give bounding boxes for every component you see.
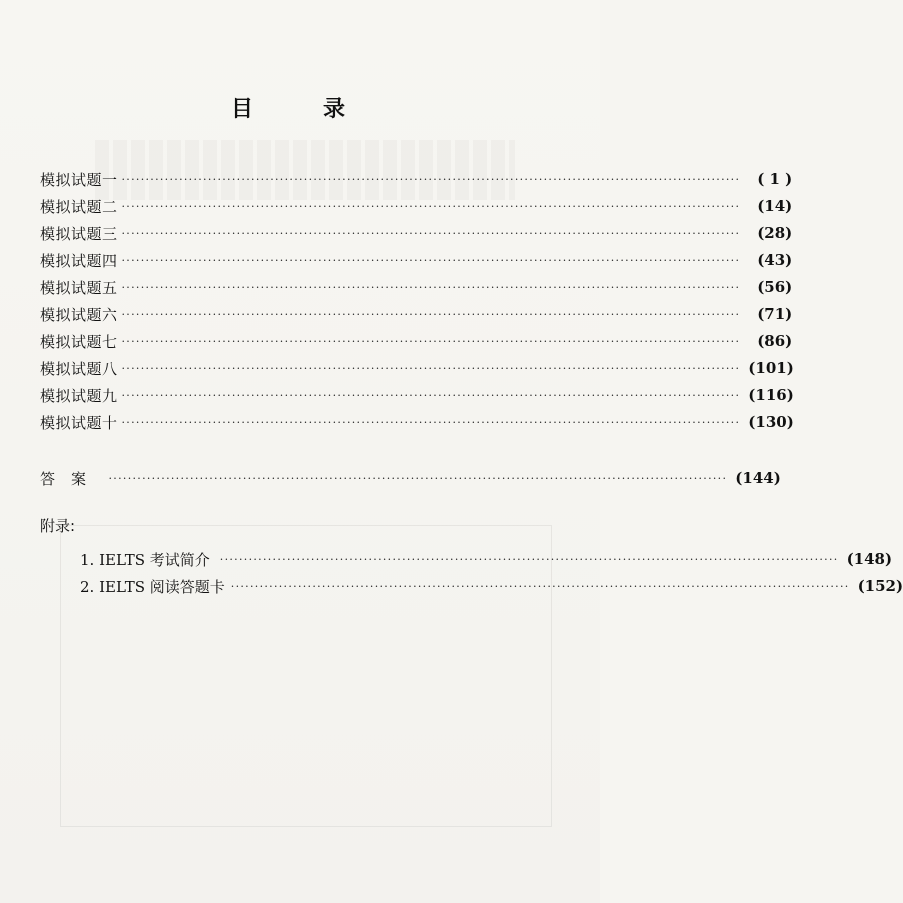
toc-entry[interactable] — [40, 410, 794, 434]
dot-leader: ································································································································· — [121, 172, 741, 186]
appendix-entry[interactable] — [80, 574, 903, 598]
toc-entry-page: (144) — [735, 469, 781, 487]
dot-leader: ································································································································· — [121, 280, 741, 294]
toc-entry-label: 模拟试题五 — [40, 278, 118, 297]
toc-entry-page: (28) — [757, 224, 793, 242]
appendix-entry[interactable] — [80, 547, 893, 571]
appendix-heading: 附录: — [40, 517, 76, 535]
toc-entry-label: 模拟试题九 — [40, 386, 118, 405]
toc-entry-page: (14) — [757, 197, 793, 215]
toc-entry-label: 模拟试题七 — [40, 332, 118, 351]
dot-leader: ································································································································· — [121, 388, 741, 402]
toc-entry-page: (86) — [757, 332, 793, 350]
toc-entry[interactable] — [40, 356, 794, 380]
toc-entry[interactable] — [40, 221, 793, 245]
dot-leader: ································································································································· — [230, 579, 850, 593]
dot-leader: ································································································································· — [121, 334, 741, 348]
appendix-entry-label-cn: 考试简介 — [149, 550, 210, 569]
toc-entry-page: (148) — [846, 550, 893, 568]
toc-entry-label: 模拟试题八 — [40, 359, 118, 378]
dot-leader: ································································································································· — [121, 307, 741, 321]
toc-answers-entry[interactable] — [40, 466, 781, 490]
toc-entry-page: (116) — [748, 386, 794, 404]
toc-entry-label: 模拟试题四 — [40, 251, 118, 270]
dot-leader: ································································································································· — [121, 361, 741, 375]
appendix-entry-label-cn: 阅读答题卡 — [149, 577, 225, 596]
toc-entry-label: 模拟试题六 — [40, 305, 118, 324]
toc-entry-page: (71) — [757, 305, 793, 323]
toc-entry[interactable] — [40, 302, 793, 326]
toc-entry-page: (56) — [757, 278, 793, 296]
appendix-entry-label — [80, 549, 210, 570]
appendix-entry-label-en: IELTS — [99, 577, 145, 596]
page-title: 目 录 — [230, 97, 369, 122]
toc-entry[interactable] — [40, 167, 793, 191]
dot-leader: ································································································································· — [121, 253, 741, 267]
toc-entry-page: (130) — [748, 413, 794, 431]
appendix-entry-label — [80, 576, 225, 597]
toc-entry-label: 模拟试题一 — [40, 170, 118, 189]
toc-entry[interactable] — [40, 275, 793, 299]
toc-entry-label: 模拟试题二 — [40, 197, 118, 216]
dot-leader: ································································································································· — [219, 552, 839, 566]
dot-leader: ································································································································· — [121, 415, 741, 429]
appendix-entry-label-en: IELTS — [99, 550, 145, 569]
dot-leader: ································································································································· — [121, 199, 741, 213]
appendix-entry-number: 2. — [80, 577, 95, 596]
toc-entry-page: (43) — [757, 251, 793, 269]
toc-entry[interactable] — [40, 248, 793, 272]
toc-entry-page: (152) — [857, 577, 903, 595]
toc-entry-label: 模拟试题十 — [40, 413, 118, 432]
dot-leader: ································································································································· — [108, 471, 728, 485]
toc-entry-page: (101) — [748, 359, 794, 377]
toc-entry-label: 模拟试题三 — [40, 224, 118, 243]
toc-entry[interactable] — [40, 194, 793, 218]
toc-entry[interactable] — [40, 329, 793, 353]
toc-entry-page: ( 1 ) — [757, 170, 793, 188]
toc-entry-label: 答 案 — [40, 469, 87, 488]
appendix-entry-number: 1. — [80, 550, 95, 569]
dot-leader: ································································································································· — [121, 226, 741, 240]
toc-entry[interactable] — [40, 383, 794, 407]
